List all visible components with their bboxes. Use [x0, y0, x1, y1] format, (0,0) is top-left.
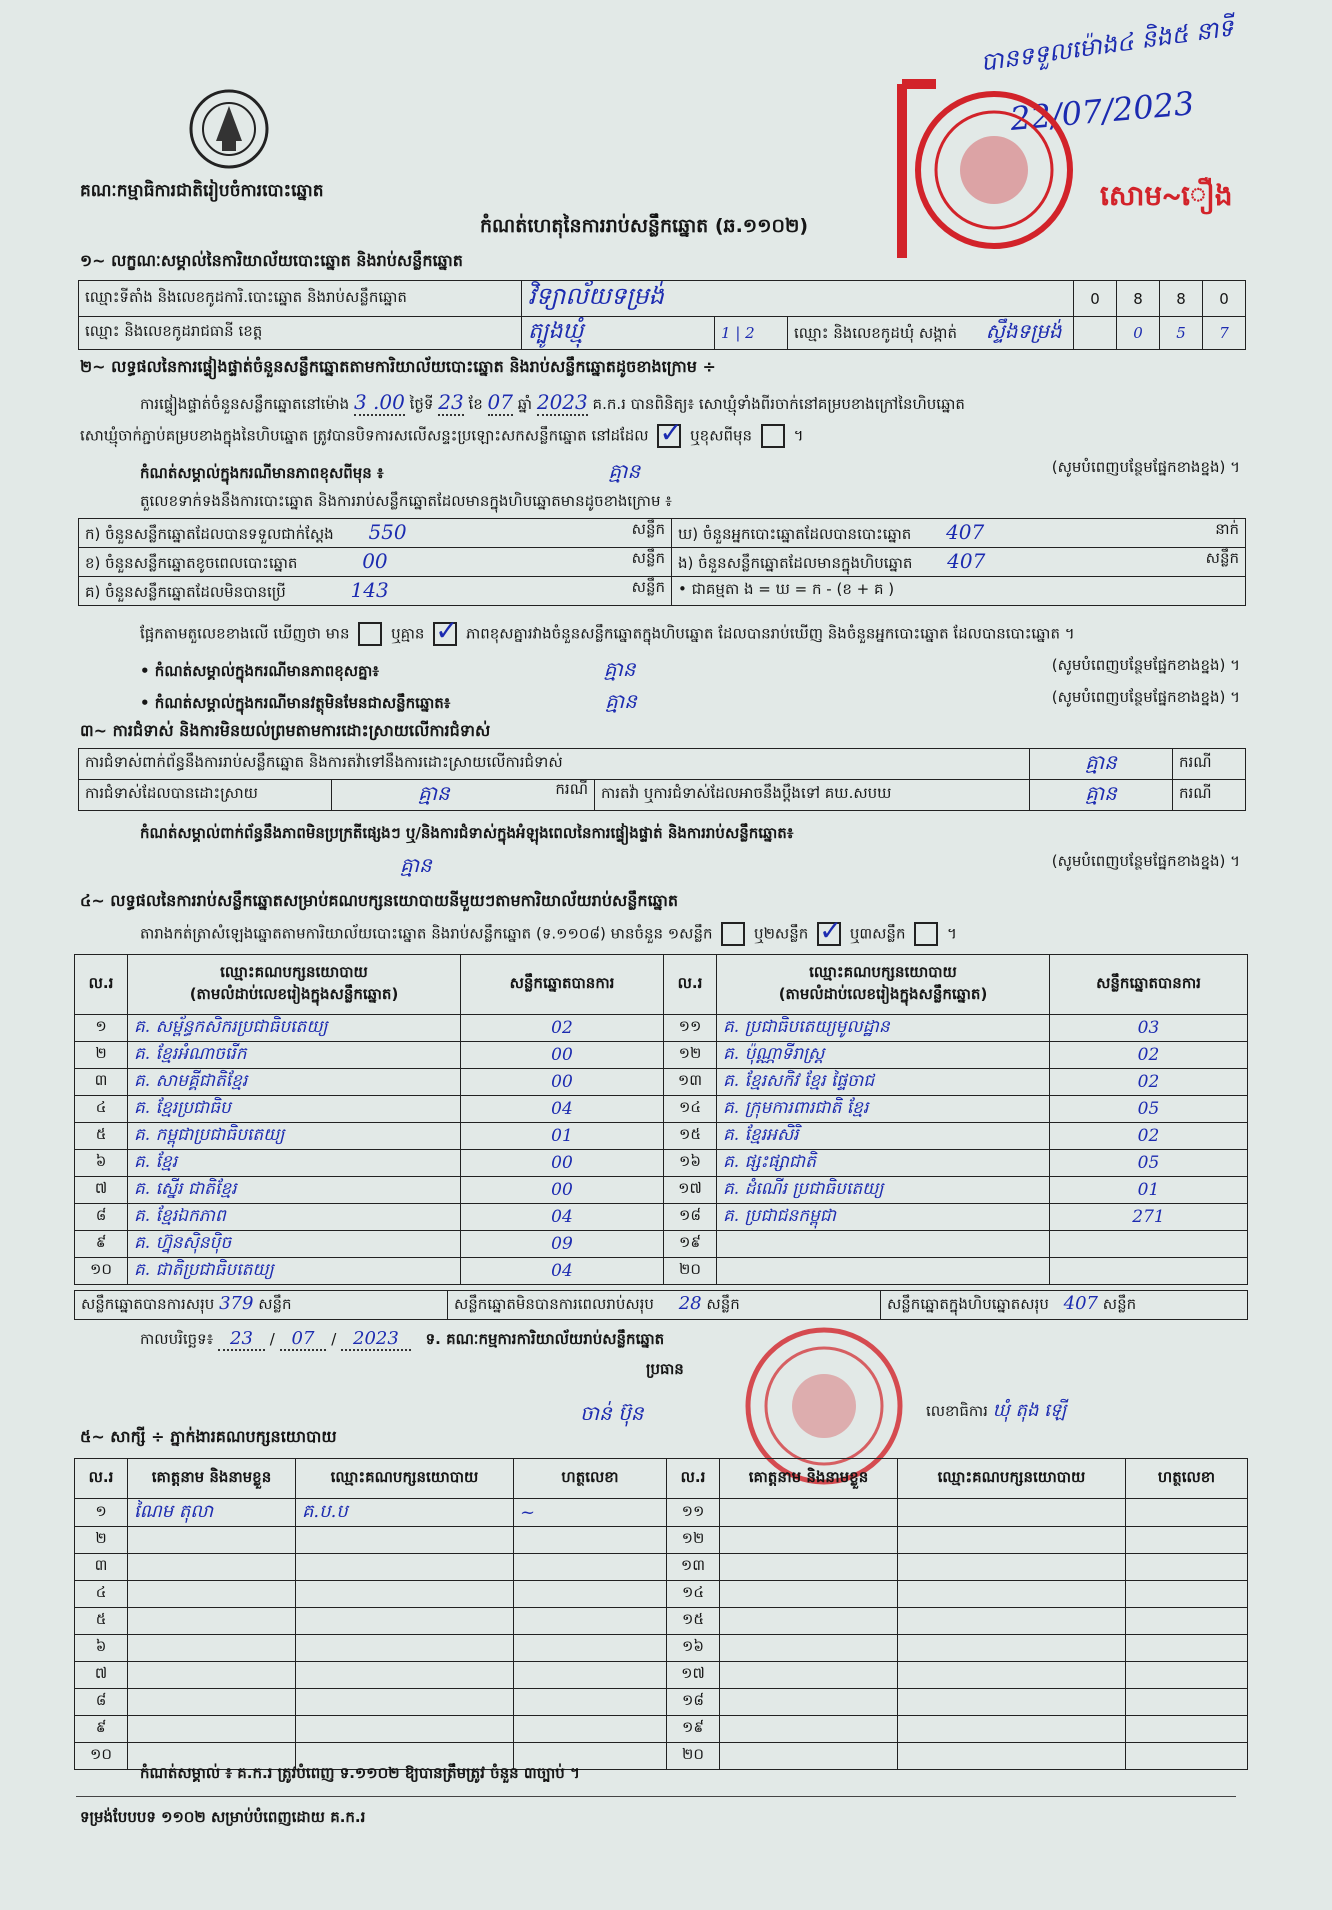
- party-votes: 04: [461, 1204, 664, 1231]
- witness-party: [898, 1608, 1126, 1635]
- party-row: [75, 1042, 1248, 1069]
- party-name: គ. ដំណើរ ប្រជាធិបតេយ្យ: [717, 1177, 1050, 1204]
- party-votes: [1050, 1258, 1248, 1285]
- province-value: ត្បូងឃ្មុំ: [522, 317, 715, 350]
- section4-title: ៤~ លទ្ធផលនៃការរាប់សន្លឹកឆ្នោតសម្រាប់គណបក្សនយោបាយនីមួយៗតាមការិយាល័យរាប់សន្លឹកឆ្នោត: [80, 891, 679, 910]
- chair-label: ប្រធាន: [646, 1360, 684, 1378]
- province-code: 1 | 2: [715, 317, 788, 350]
- commune-value: ស្ទឹងទម្រង់: [985, 319, 1062, 343]
- party-votes: 02: [1050, 1123, 1248, 1150]
- party-no: ៨: [75, 1204, 128, 1231]
- witness-name: ណៃម តុលា: [128, 1499, 296, 1527]
- witness-no: ១៦: [667, 1635, 720, 1662]
- party-votes: [1050, 1231, 1248, 1258]
- party-name: គ. ជាតិប្រជាធិបតេយ្យ: [128, 1258, 461, 1285]
- party-no: ១២: [664, 1042, 717, 1069]
- witness-signature: [1126, 1527, 1248, 1554]
- witness-no: ២០: [667, 1743, 720, 1770]
- party-row: [75, 1150, 1248, 1177]
- signing-date: កាលបរិច្ឆេទ៖ 23 / 07 / 2023 ទ. គណៈកម្មការការិយាល័យរាប់សន្លឹកឆ្នោត: [140, 1328, 665, 1349]
- witness-row: [75, 1527, 1248, 1554]
- party-no: ៧: [75, 1177, 128, 1204]
- witness-name: [128, 1635, 296, 1662]
- valid-total: 379: [219, 1293, 254, 1314]
- witness-party: [898, 1716, 1126, 1743]
- objections-count: គ្មាន: [1030, 749, 1173, 780]
- party-name: គ. ប៉ុណ្ណាទីរាស្ត្រ: [717, 1042, 1050, 1069]
- party-no: ១៥: [664, 1123, 717, 1150]
- party-no: ១១: [664, 1015, 717, 1042]
- party-votes: 04: [461, 1096, 664, 1123]
- witness-no: ៩: [75, 1716, 128, 1743]
- unused-ballots: 143: [350, 577, 389, 602]
- witness-name: [720, 1554, 898, 1581]
- party-no: ១៨: [664, 1204, 717, 1231]
- party-votes: 04: [461, 1258, 664, 1285]
- received-date: 22/07/2023: [1008, 84, 1196, 138]
- party-votes: 02: [461, 1015, 664, 1042]
- witness-signature: [514, 1716, 667, 1743]
- witness-signature: [1126, 1554, 1248, 1581]
- party-row: [75, 1015, 1248, 1042]
- received-note: បានទទួលម៉ោង៤ និង៥ នាទី: [978, 13, 1236, 77]
- party-name: [717, 1231, 1050, 1258]
- party-no: ៣: [75, 1069, 128, 1096]
- party-name: គ. កម្ពុជាប្រជាធិបតេយ្យ: [128, 1123, 461, 1150]
- location-label: ឈ្មោះទីតាំង និងលេខកូដការិ.បោះឆ្នោត និងរាប់សន្លឹកឆ្នោត: [79, 281, 522, 317]
- received-ballots: 550: [368, 519, 407, 544]
- party-votes: 01: [1050, 1177, 1248, 1204]
- party-votes: 01: [461, 1123, 664, 1150]
- voters-count: 407: [946, 519, 985, 544]
- witness-party: [898, 1581, 1126, 1608]
- witness-no: ១០: [75, 1743, 128, 1770]
- witness-signature: ~: [514, 1499, 667, 1527]
- witness-party: [296, 1527, 514, 1554]
- section1-table: [78, 280, 1246, 350]
- party-no: ១០: [75, 1258, 128, 1285]
- party-name: គ. ខ្មែរប្រជាធិប: [128, 1096, 461, 1123]
- numbers-intro: តួលេខទាក់ទងនឹងការបោះឆ្នោត និងការរាប់សន្លឹកឆ្នោតដែលមានក្នុងហិបឆ្នោតមានដូចខាងក្រោម ៖: [140, 492, 672, 510]
- party-row: [75, 1177, 1248, 1204]
- commune-code-1: 0: [1117, 317, 1160, 350]
- witness-row: [75, 1689, 1248, 1716]
- party-name: គ. ខ្មែរអំណាចរើក: [128, 1042, 461, 1069]
- witness-party: [898, 1554, 1126, 1581]
- witness-name: [720, 1527, 898, 1554]
- diff-line: ផ្អែកតាមតួលេខខាងលើ ឃើញថា មាន ឬគ្មាន ✓ ភាពខុសគ្នារវាងចំនួនសន្លឹកឆ្នោតក្នុងហិបឆ្នោត ដែលបានរាប់ឃើញ និងចំនួនអ្នកបោះឆ្នោត ដែលបានបោះឆ្នោត ។: [140, 622, 1075, 647]
- witness-signature: [1126, 1581, 1248, 1608]
- party-row: [75, 1069, 1248, 1096]
- party-name: គ. ហ្វ៊ុនស៊ិនប៉ិច: [128, 1231, 461, 1258]
- commune-code-3: 7: [1203, 317, 1246, 350]
- witness-no: ១២: [667, 1527, 720, 1554]
- party-no: ៥: [75, 1123, 128, 1150]
- location-code-1: 0: [1074, 281, 1117, 317]
- witness-name: [128, 1716, 296, 1743]
- witness-party: [898, 1635, 1126, 1662]
- party-no: ៤: [75, 1096, 128, 1123]
- witness-no: ១៧: [667, 1662, 720, 1689]
- witness-name: [720, 1635, 898, 1662]
- party-row: [75, 1258, 1248, 1285]
- witness-no: ៨: [75, 1689, 128, 1716]
- witness-signature: [514, 1689, 667, 1716]
- witness-signature: [1126, 1743, 1248, 1770]
- section5-title: ៥~ សាក្សី ÷ ភ្នាក់ងារគណបក្សនយោបាយ: [80, 1427, 337, 1446]
- witness-signature: [1126, 1689, 1248, 1716]
- witness-name: [720, 1716, 898, 1743]
- section3-note: កំណត់សម្គាល់ពាក់ព័ន្ធនឹងភាពមិនប្រក្រតីផ្សេងៗ ឬ/និងការជំទាស់ក្នុងអំឡុងពេលនៃការផ្ទៀងផ្ទាត់ និងការរាប់សន្លឹកឆ្នោត៖: [140, 824, 794, 842]
- same-checkbox[interactable]: [657, 424, 681, 448]
- party-name: គ. ប្រជាធិបតេយ្យមូលដ្ឋាន: [717, 1015, 1050, 1042]
- two-sheet-checkbox[interactable]: [817, 922, 841, 946]
- numbers-row: ក) ចំនួនសន្លឹកឆ្នោតដែលបានទទួលជាក់ស្តែង 550 សន្លឹក ឃ) ចំនួនអ្នកបោះឆ្នោតដែលបានបោះឆ្នោត 407 នាក់: [79, 519, 1246, 548]
- witness-name: [128, 1581, 296, 1608]
- party-row: [75, 1096, 1248, 1123]
- party-votes: 09: [461, 1231, 664, 1258]
- party-name: គ. ក្រុមការពារជាតិ ខ្មែរ: [717, 1096, 1050, 1123]
- witness-party: គ.ប.ប: [296, 1499, 514, 1527]
- witness-row: [75, 1608, 1248, 1635]
- witness-name: [720, 1662, 898, 1689]
- party-no: ១៧: [664, 1177, 717, 1204]
- witness-name: [128, 1662, 296, 1689]
- objections-table: ការជំទាស់ពាក់ព័ន្ធនឹងការរាប់សន្លឹកឆ្នោត និងការតវ៉ាទៅនឹងការដោះស្រាយលើការជំទាស់ គ្មាន ករណី ការជំទាស់ដែលបានដោះស្រាយ គ្មាន ករណី ការតវ៉ា ឬការជំទាស់ដែលអាចនឹងប្តឹងទៅ គឃ.សបឃ គ្មាន ករណី: [78, 748, 1246, 811]
- party-votes: 05: [1050, 1096, 1248, 1123]
- witness-signature: [514, 1635, 667, 1662]
- party-no: ១: [75, 1015, 128, 1042]
- footnote: កំណត់សម្គាល់ ៖ គ.ក.រ ត្រូវបំពេញ ទ.១១០២ ឱ្យបានត្រឹមត្រូវ ចំនួន ៣ច្បាប់ ។: [140, 1764, 580, 1782]
- totals-table: សន្លឹកឆ្នោតបានការសរុប 379 សន្លឹក សន្លឹកឆ្នោតមិនបានការពេលរាប់សរុប 28 សន្លឹក សន្លឹកឆ្នោតក្នុងហិបឆ្នោតសរុប 407 សន្លឹក: [74, 1290, 1248, 1320]
- witness-table: ល.រ គោត្តនាម និងនាមខ្លួន ឈ្មោះគណបក្សនយោបាយ ហត្ថលេខា ល.រ គោត្តនាម និងនាមខ្លួន ឈ្មោះគណបក្សនយោបាយ ហត្ថលេខា ១ ណៃម តុលា គ.ប.ប ~ ១១ ២ ១២ ៣ ១៣ ៤ ១៤ ៥ ១៥ ៦ ១៦ ៧ ១៧ ៨ ១៨ ៩ ១៩ ១០ ២០: [74, 1458, 1248, 1770]
- witness-no: ៣: [75, 1554, 128, 1581]
- witness-signature: [514, 1662, 667, 1689]
- verify-year: 2023: [536, 390, 588, 414]
- invalid-total: 28: [678, 1293, 702, 1314]
- party-no: ១៤: [664, 1096, 717, 1123]
- witness-no: ៧: [75, 1662, 128, 1689]
- section3-title: ៣~ ការជំទាស់ និងការមិនយល់ព្រមតាមការដោះស្រាយលើការជំទាស់: [80, 721, 491, 740]
- section3-note-line: គ្មាន (សូមបំពេញបន្ថែមផ្នែកខាងខ្នង) ។: [400, 852, 1240, 877]
- verify-time: 3 .00: [353, 390, 405, 414]
- witness-name: [128, 1689, 296, 1716]
- party-votes: 00: [461, 1069, 664, 1096]
- party-name: គ. ផ្សះផ្សាជាតិ: [717, 1150, 1050, 1177]
- party-name: គ. ខ្មែរ: [128, 1150, 461, 1177]
- numbers-row: គ) ចំនួនសន្លឹកឆ្នោតដែលមិនបានប្រើ 143 សន្លឹក • ជាគម្មតា ង = ឃ = ក - (ខ + គ ): [79, 577, 1246, 606]
- verify-line-2: សោឃ្មុំចាក់ភ្ជាប់គម្របខាងក្នុងនៃហិបឆ្នោត ត្រូវបានបិទការសលើសន្ទះប្រឡោះសកសន្លឹកឆ្នោត នៅដដែល ✓ ឬខុសពីមុន ។: [80, 424, 803, 449]
- party-votes: 00: [461, 1177, 664, 1204]
- verify-line-1: ការផ្ទៀងផ្ទាត់ចំនួនសន្លឹកឆ្នោតនៅម៉ោង 3 .00 ថ្ងៃទី 23 ខែ 07 ឆ្នាំ 2023 គ.ក.រ បានពិនិត្យ៖ សោឃ្មុំទាំងពីរចាក់នៅគម្របខាងក្រៅនៃហិបឆ្នោត: [140, 390, 965, 414]
- party-no: ១៩: [664, 1231, 717, 1258]
- witness-no: ១៨: [667, 1689, 720, 1716]
- resolved-count: គ្មាន: [418, 781, 450, 805]
- witness-name: [128, 1608, 296, 1635]
- numbers-row: ខ) ចំនួនសន្លឹកឆ្នោតខូចពេលបោះឆ្នោត 00 សន្លឹក ង) ចំនួនសន្លឹកឆ្នោតដែលមានក្នុងហិបឆ្នោត 407 សន្លឹក: [79, 548, 1246, 577]
- witness-signature: [514, 1527, 667, 1554]
- province-label: ឈ្មោះ និងលេខកូដរាជធានី ខេត្ត: [79, 317, 522, 350]
- witness-name: [720, 1581, 898, 1608]
- section1-title: ១~ លក្ខណៈសម្គាល់នៃការិយាល័យបោះឆ្នោត និងរាប់សន្លឹកឆ្នោត: [80, 251, 463, 270]
- party-name: គ. សាមគ្គីជាតិខ្មែរ: [128, 1069, 461, 1096]
- party-name: [717, 1258, 1050, 1285]
- party-name: គ. ខ្មែរឯកភាព: [128, 1204, 461, 1231]
- witness-name: [128, 1527, 296, 1554]
- witness-signature: [1126, 1499, 1248, 1527]
- party-name: គ. ស្នើរ ជាតិខ្មែរ: [128, 1177, 461, 1204]
- witness-no: ៥: [75, 1608, 128, 1635]
- party-no: ២០: [664, 1258, 717, 1285]
- witness-party: [296, 1662, 514, 1689]
- party-row: [75, 1231, 1248, 1258]
- witness-name: [128, 1554, 296, 1581]
- location-code-4: 0: [1203, 281, 1246, 317]
- one-sheet-checkbox[interactable]: [721, 922, 745, 946]
- party-votes: 03: [1050, 1015, 1248, 1042]
- witness-party: [898, 1662, 1126, 1689]
- witness-party: [296, 1608, 514, 1635]
- numbers-table: [78, 518, 1246, 606]
- party-no: ៩: [75, 1231, 128, 1258]
- witness-no: ២: [75, 1527, 128, 1554]
- witness-row: [75, 1662, 1248, 1689]
- witness-signature: [1126, 1608, 1248, 1635]
- party-name: គ. ខ្មែរសកិវ ខ្មែរ ផ្ទៃចាជ: [717, 1069, 1050, 1096]
- witness-party: [296, 1716, 514, 1743]
- witness-no: ១៥: [667, 1608, 720, 1635]
- witness-signature: [1126, 1635, 1248, 1662]
- footer-rule: [76, 1796, 1236, 1797]
- witness-no: ១៩: [667, 1716, 720, 1743]
- party-no: ១៣: [664, 1069, 717, 1096]
- party-votes: 00: [461, 1150, 664, 1177]
- party-votes: 00: [461, 1042, 664, 1069]
- witness-no: ១: [75, 1499, 128, 1527]
- party-votes: 02: [1050, 1042, 1248, 1069]
- diff-checkbox[interactable]: [761, 424, 785, 448]
- witness-row: [75, 1581, 1248, 1608]
- location-value: វិទ្យាល័យទម្រង់: [522, 281, 1074, 317]
- party-votes: 02: [1050, 1069, 1248, 1096]
- party-votes: 271: [1050, 1204, 1248, 1231]
- bullet-note-2: • កំណត់សម្គាល់ក្នុងករណីមានវត្ថុមិនមែនជាសន្លឹកឆ្នោត៖ គ្មាន (សូមបំពេញបន្ថែមផ្នែកខាងខ្នង) ។: [140, 688, 1240, 713]
- note1: កំណត់សម្គាល់ក្នុងករណីមានភាពខុសពីមុន ៖ គ្មាន (សូមបំពេញបន្ថែមផ្នែកខាងខ្នង) ។: [140, 458, 1240, 483]
- witness-name: [720, 1608, 898, 1635]
- witness-signature: [1126, 1716, 1248, 1743]
- witness-party: [296, 1581, 514, 1608]
- witness-no: ១៤: [667, 1581, 720, 1608]
- witness-no: ១៣: [667, 1554, 720, 1581]
- witness-no: ៦: [75, 1635, 128, 1662]
- commune-code-2: 5: [1160, 317, 1203, 350]
- witness-row: [75, 1499, 1248, 1527]
- witness-name: [720, 1743, 898, 1770]
- witness-party: [898, 1527, 1126, 1554]
- witness-signature: [514, 1608, 667, 1635]
- witness-party: [296, 1635, 514, 1662]
- verify-day: 23: [438, 390, 464, 414]
- committee-name: គណៈកម្មាធិការជាតិរៀបចំការបោះឆ្នោត: [80, 181, 324, 201]
- witness-signature: [1126, 1662, 1248, 1689]
- commune-cell: ឈ្មោះ និងលេខកូដឃុំ សង្កាត់ ស្ទឹងទម្រង់: [788, 317, 1074, 350]
- party-votes: 05: [1050, 1150, 1248, 1177]
- witness-name: [720, 1689, 898, 1716]
- witness-party: [898, 1689, 1126, 1716]
- witness-row: [75, 1554, 1248, 1581]
- section2-title: ២~ លទ្ធផលនៃការផ្ទៀងផ្ទាត់ចំនួនសន្លឹកឆ្នោតតាមការិយាល័យបោះឆ្នោត និងរាប់សន្លឹកឆ្នោតដូចខាងក្រោម ÷: [80, 357, 716, 376]
- witness-no: ៤: [75, 1581, 128, 1608]
- party-no: ២: [75, 1042, 128, 1069]
- party-name: គ. ប្រជាជនកម្ពុជា: [717, 1204, 1050, 1231]
- chair-signature: ចាន់ ប៊ុន: [580, 1401, 644, 1425]
- box-total: 407: [1063, 1293, 1099, 1314]
- box-ballots: 407: [947, 548, 986, 573]
- witness-signature: [514, 1554, 667, 1581]
- witness-party: [898, 1743, 1126, 1770]
- witness-name: [720, 1499, 898, 1527]
- party-row: [75, 1123, 1248, 1150]
- witness-no: ១១: [667, 1499, 720, 1527]
- no-diff-checkbox[interactable]: [433, 622, 457, 646]
- witness-party: [296, 1689, 514, 1716]
- witness-party: [296, 1554, 514, 1581]
- witness-signature: [514, 1581, 667, 1608]
- witness-row: [75, 1716, 1248, 1743]
- received-seal: [896, 78, 1076, 258]
- party-name: គ. សម្ព័ន្ធកសិករប្រជាធិបតេយ្យ: [128, 1015, 461, 1042]
- form-title: កំណត់ហេតុនៃការរាប់សន្លឹកឆ្នោត (ឆ.១១០២): [480, 215, 809, 237]
- location-code-3: 8: [1160, 281, 1203, 317]
- party-no: ៦: [75, 1150, 128, 1177]
- spoiled-ballots: 00: [362, 548, 388, 573]
- footer-text: ទម្រង់បែបបទ ១១០២ សម្រាប់បំពេញដោយ គ.ក.រ: [80, 1808, 366, 1826]
- location-code-2: 8: [1117, 281, 1160, 317]
- results-table: ល.រ ឈ្មោះគណបក្សនយោបាយ (តាមលំដាប់លេខរៀងក្នុងសន្លឹកឆ្នោត) សន្លឹកឆ្នោតបានការ ល.រ ឈ្មោះគណបក្សនយោបាយ (តាមលំដាប់លេខរៀងក្នុងសន្លឹកឆ្នោត) សន្លឹកឆ្នោតបានការ ១ គ. សម្ព័ន្ធកសិករប្រជាធិបតេយ្យ 02 ១១ គ. ប្រជាធិបតេយ្យមូលដ្ឋាន 03 ២ គ. ខ្មែរអំណាចរើក 00 ១២ គ. ប៉ុណ្ណាទីរាស្ត្រ 02 ៣ គ. សាមគ្គីជាតិខ្មែរ 00 ១៣ គ. ខ្មែរសកិវ ខ្មែរ ផ្ទៃចាជ 02 ៤ គ. ខ្មែរប្រជាធិប 04 ១៤ គ. ក្រុមការពារជាតិ ខ្មែរ 05 ៥ គ. កម្ពុជាប្រជាធិបតេយ្យ 01 ១៥ គ. ខ្មែរអសិរិ 02 ៦ គ. ខ្មែរ 00 ១៦ គ. ផ្សះផ្សាជាតិ 05 ៧ គ. ស្នើរ ជាតិខ្មែរ 00 ១៧ គ. ដំណើរ ប្រជាធិបតេយ្យ 01 ៨ គ. ខ្មែរឯកភាព 04 ១៨ គ. ប្រជាជនកម្ពុជា 271 ៩ គ. ហ្វ៊ុនស៊ិនប៉ិច 09 ១៩ ១០ គ. ជាតិប្រជាធិបតេយ្យ 04 ២០: [74, 954, 1248, 1285]
- receiver-name: សោម~ឿង: [1100, 179, 1233, 212]
- has-diff-checkbox[interactable]: [358, 622, 382, 646]
- party-name: គ. ខ្មែរអសិរិ: [717, 1123, 1050, 1150]
- section4-intro: តារាងកត់ត្រាសំឡេងឆ្នោតតាមការិយាល័យបោះឆ្នោត និងរាប់សន្លឹកឆ្នោត (ទ.១១០៨) មានចំនួន ១សន្លឹក ឬ២សន្លឹក ✓ ឬ៣សន្លឹក ។: [140, 922, 957, 947]
- verify-month: 07: [487, 390, 513, 414]
- party-row: [75, 1204, 1248, 1231]
- bullet-note-1: • កំណត់សម្គាល់ក្នុងករណីមានភាពខុសគ្នា៖ គ្មាន (សូមបំពេញបន្ថែមផ្នែកខាងខ្នង) ។: [140, 656, 1240, 681]
- three-sheet-checkbox[interactable]: [914, 922, 938, 946]
- party-no: ១៦: [664, 1150, 717, 1177]
- nec-logo: [186, 86, 272, 172]
- appeal-count: គ្មាន: [1030, 780, 1173, 811]
- witness-party: [898, 1499, 1126, 1527]
- witness-row: [75, 1635, 1248, 1662]
- secretary-line: លេខាធិការ ឃុំ តុង ឡើ: [926, 1400, 1067, 1421]
